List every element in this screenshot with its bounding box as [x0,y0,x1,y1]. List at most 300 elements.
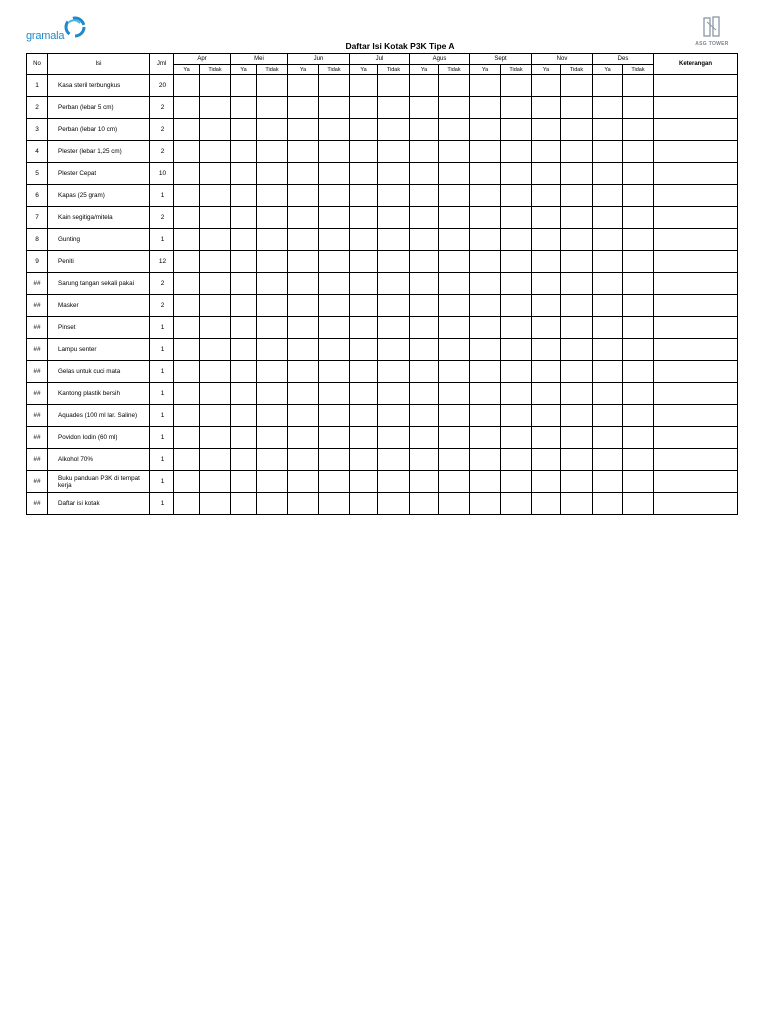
check-cell-tidak[interactable] [561,185,593,207]
check-cell-ya[interactable] [410,339,439,361]
check-cell-tidak[interactable] [319,295,350,317]
check-cell-ya[interactable] [288,405,319,427]
check-cell-tidak[interactable] [439,427,470,449]
check-cell-tidak[interactable] [378,207,410,229]
check-cell-tidak[interactable] [257,405,288,427]
check-cell-tidak[interactable] [439,75,470,97]
check-cell-tidak[interactable] [501,229,532,251]
check-cell-tidak[interactable] [623,273,654,295]
check-cell-tidak[interactable] [319,97,350,119]
check-cell-ya[interactable] [350,119,378,141]
check-cell-tidak[interactable] [257,471,288,493]
check-cell-tidak[interactable] [319,449,350,471]
check-cell-tidak[interactable] [561,471,593,493]
check-cell-ya[interactable] [593,295,623,317]
check-cell-ya[interactable] [593,97,623,119]
check-cell-ya[interactable] [410,141,439,163]
check-cell-tidak[interactable] [501,141,532,163]
check-cell-tidak[interactable] [623,207,654,229]
keterangan-cell[interactable] [654,75,738,97]
keterangan-cell[interactable] [654,163,738,185]
check-cell-ya[interactable] [288,339,319,361]
check-cell-ya[interactable] [231,317,257,339]
keterangan-cell[interactable] [654,185,738,207]
check-cell-ya[interactable] [350,185,378,207]
check-cell-tidak[interactable] [501,361,532,383]
check-cell-tidak[interactable] [200,383,231,405]
keterangan-cell[interactable] [654,295,738,317]
check-cell-ya[interactable] [231,471,257,493]
check-cell-ya[interactable] [174,405,200,427]
check-cell-ya[interactable] [231,75,257,97]
check-cell-tidak[interactable] [623,295,654,317]
check-cell-ya[interactable] [410,119,439,141]
check-cell-ya[interactable] [350,97,378,119]
check-cell-ya[interactable] [231,383,257,405]
check-cell-tidak[interactable] [501,119,532,141]
check-cell-ya[interactable] [231,119,257,141]
check-cell-ya[interactable] [288,361,319,383]
check-cell-ya[interactable] [350,141,378,163]
check-cell-ya[interactable] [470,141,501,163]
check-cell-tidak[interactable] [319,229,350,251]
check-cell-tidak[interactable] [439,185,470,207]
check-cell-ya[interactable] [288,449,319,471]
check-cell-ya[interactable] [532,427,561,449]
check-cell-tidak[interactable] [257,97,288,119]
check-cell-tidak[interactable] [561,317,593,339]
keterangan-cell[interactable] [654,449,738,471]
check-cell-ya[interactable] [593,449,623,471]
check-cell-tidak[interactable] [378,119,410,141]
check-cell-tidak[interactable] [319,75,350,97]
check-cell-ya[interactable] [593,361,623,383]
check-cell-tidak[interactable] [200,317,231,339]
keterangan-cell[interactable] [654,493,738,515]
check-cell-ya[interactable] [350,471,378,493]
check-cell-ya[interactable] [532,75,561,97]
check-cell-ya[interactable] [350,493,378,515]
check-cell-ya[interactable] [350,273,378,295]
check-cell-ya[interactable] [174,251,200,273]
check-cell-ya[interactable] [231,295,257,317]
check-cell-tidak[interactable] [319,119,350,141]
check-cell-tidak[interactable] [200,361,231,383]
check-cell-tidak[interactable] [257,229,288,251]
check-cell-tidak[interactable] [561,339,593,361]
check-cell-tidak[interactable] [200,405,231,427]
check-cell-ya[interactable] [231,229,257,251]
check-cell-tidak[interactable] [439,119,470,141]
keterangan-cell[interactable] [654,229,738,251]
check-cell-tidak[interactable] [561,141,593,163]
check-cell-ya[interactable] [174,273,200,295]
check-cell-ya[interactable] [288,383,319,405]
check-cell-tidak[interactable] [319,427,350,449]
check-cell-tidak[interactable] [257,163,288,185]
check-cell-ya[interactable] [593,405,623,427]
check-cell-ya[interactable] [470,295,501,317]
check-cell-ya[interactable] [470,229,501,251]
check-cell-tidak[interactable] [561,383,593,405]
check-cell-tidak[interactable] [623,75,654,97]
check-cell-ya[interactable] [470,75,501,97]
check-cell-tidak[interactable] [561,273,593,295]
check-cell-ya[interactable] [350,229,378,251]
check-cell-tidak[interactable] [200,471,231,493]
check-cell-tidak[interactable] [319,383,350,405]
check-cell-tidak[interactable] [439,273,470,295]
keterangan-cell[interactable] [654,317,738,339]
check-cell-ya[interactable] [593,427,623,449]
check-cell-tidak[interactable] [200,141,231,163]
check-cell-ya[interactable] [410,273,439,295]
keterangan-cell[interactable] [654,383,738,405]
check-cell-ya[interactable] [593,229,623,251]
check-cell-ya[interactable] [350,163,378,185]
check-cell-tidak[interactable] [623,405,654,427]
check-cell-tidak[interactable] [439,317,470,339]
check-cell-ya[interactable] [470,207,501,229]
check-cell-ya[interactable] [532,97,561,119]
check-cell-ya[interactable] [350,405,378,427]
check-cell-tidak[interactable] [439,229,470,251]
check-cell-ya[interactable] [288,119,319,141]
check-cell-ya[interactable] [532,207,561,229]
check-cell-tidak[interactable] [623,383,654,405]
check-cell-tidak[interactable] [200,273,231,295]
check-cell-ya[interactable] [410,185,439,207]
keterangan-cell[interactable] [654,405,738,427]
check-cell-tidak[interactable] [501,295,532,317]
check-cell-ya[interactable] [532,493,561,515]
check-cell-ya[interactable] [532,295,561,317]
check-cell-tidak[interactable] [561,427,593,449]
check-cell-tidak[interactable] [623,185,654,207]
check-cell-ya[interactable] [410,163,439,185]
check-cell-tidak[interactable] [378,317,410,339]
check-cell-ya[interactable] [410,317,439,339]
check-cell-tidak[interactable] [319,339,350,361]
check-cell-ya[interactable] [231,493,257,515]
check-cell-tidak[interactable] [257,273,288,295]
check-cell-tidak[interactable] [257,449,288,471]
check-cell-tidak[interactable] [501,493,532,515]
check-cell-ya[interactable] [350,75,378,97]
check-cell-ya[interactable] [532,185,561,207]
check-cell-tidak[interactable] [257,141,288,163]
check-cell-tidak[interactable] [439,383,470,405]
check-cell-ya[interactable] [410,75,439,97]
check-cell-ya[interactable] [288,185,319,207]
check-cell-tidak[interactable] [439,471,470,493]
check-cell-tidak[interactable] [439,295,470,317]
check-cell-ya[interactable] [288,493,319,515]
check-cell-tidak[interactable] [378,141,410,163]
check-cell-tidak[interactable] [378,471,410,493]
check-cell-ya[interactable] [174,339,200,361]
check-cell-ya[interactable] [174,361,200,383]
check-cell-tidak[interactable] [200,119,231,141]
check-cell-ya[interactable] [288,163,319,185]
check-cell-tidak[interactable] [501,317,532,339]
check-cell-ya[interactable] [470,339,501,361]
check-cell-tidak[interactable] [378,339,410,361]
check-cell-tidak[interactable] [319,471,350,493]
check-cell-ya[interactable] [470,97,501,119]
check-cell-ya[interactable] [470,163,501,185]
check-cell-tidak[interactable] [257,251,288,273]
check-cell-ya[interactable] [532,273,561,295]
check-cell-tidak[interactable] [561,449,593,471]
check-cell-tidak[interactable] [200,449,231,471]
check-cell-ya[interactable] [174,119,200,141]
check-cell-ya[interactable] [410,251,439,273]
check-cell-tidak[interactable] [319,317,350,339]
check-cell-ya[interactable] [470,317,501,339]
check-cell-tidak[interactable] [501,163,532,185]
check-cell-tidak[interactable] [561,163,593,185]
check-cell-ya[interactable] [410,493,439,515]
check-cell-ya[interactable] [410,295,439,317]
check-cell-ya[interactable] [231,163,257,185]
check-cell-ya[interactable] [288,427,319,449]
check-cell-ya[interactable] [288,75,319,97]
check-cell-tidak[interactable] [200,75,231,97]
check-cell-tidak[interactable] [623,471,654,493]
check-cell-ya[interactable] [174,75,200,97]
check-cell-ya[interactable] [231,449,257,471]
check-cell-ya[interactable] [593,471,623,493]
check-cell-tidak[interactable] [561,229,593,251]
check-cell-ya[interactable] [593,493,623,515]
check-cell-tidak[interactable] [623,229,654,251]
check-cell-tidak[interactable] [623,119,654,141]
check-cell-ya[interactable] [532,163,561,185]
check-cell-tidak[interactable] [501,273,532,295]
check-cell-tidak[interactable] [378,97,410,119]
check-cell-tidak[interactable] [439,251,470,273]
check-cell-tidak[interactable] [200,97,231,119]
check-cell-tidak[interactable] [439,405,470,427]
check-cell-ya[interactable] [593,185,623,207]
check-cell-tidak[interactable] [561,207,593,229]
check-cell-tidak[interactable] [623,251,654,273]
check-cell-tidak[interactable] [257,317,288,339]
check-cell-ya[interactable] [470,119,501,141]
keterangan-cell[interactable] [654,251,738,273]
keterangan-cell[interactable] [654,119,738,141]
check-cell-tidak[interactable] [378,383,410,405]
check-cell-ya[interactable] [470,185,501,207]
check-cell-ya[interactable] [288,273,319,295]
check-cell-ya[interactable] [174,427,200,449]
keterangan-cell[interactable] [654,427,738,449]
check-cell-tidak[interactable] [319,405,350,427]
check-cell-tidak[interactable] [378,295,410,317]
check-cell-ya[interactable] [593,317,623,339]
check-cell-tidak[interactable] [501,97,532,119]
check-cell-ya[interactable] [231,405,257,427]
check-cell-tidak[interactable] [623,427,654,449]
check-cell-ya[interactable] [532,471,561,493]
check-cell-tidak[interactable] [439,361,470,383]
check-cell-ya[interactable] [532,141,561,163]
check-cell-ya[interactable] [350,427,378,449]
check-cell-ya[interactable] [532,251,561,273]
check-cell-ya[interactable] [593,75,623,97]
check-cell-tidak[interactable] [257,383,288,405]
check-cell-tidak[interactable] [378,449,410,471]
check-cell-tidak[interactable] [257,427,288,449]
check-cell-tidak[interactable] [257,339,288,361]
check-cell-tidak[interactable] [200,229,231,251]
check-cell-tidak[interactable] [561,119,593,141]
check-cell-tidak[interactable] [501,427,532,449]
check-cell-ya[interactable] [231,207,257,229]
check-cell-tidak[interactable] [257,75,288,97]
check-cell-ya[interactable] [410,229,439,251]
check-cell-ya[interactable] [174,229,200,251]
keterangan-cell[interactable] [654,141,738,163]
check-cell-tidak[interactable] [561,295,593,317]
check-cell-ya[interactable] [350,251,378,273]
check-cell-ya[interactable] [231,185,257,207]
check-cell-ya[interactable] [288,229,319,251]
check-cell-ya[interactable] [288,141,319,163]
check-cell-tidak[interactable] [319,207,350,229]
check-cell-tidak[interactable] [439,141,470,163]
check-cell-ya[interactable] [288,295,319,317]
check-cell-ya[interactable] [470,405,501,427]
check-cell-ya[interactable] [470,383,501,405]
check-cell-tidak[interactable] [378,493,410,515]
check-cell-tidak[interactable] [623,97,654,119]
check-cell-ya[interactable] [231,141,257,163]
check-cell-tidak[interactable] [439,493,470,515]
check-cell-tidak[interactable] [623,141,654,163]
check-cell-tidak[interactable] [200,163,231,185]
check-cell-ya[interactable] [532,361,561,383]
check-cell-tidak[interactable] [439,163,470,185]
check-cell-tidak[interactable] [501,383,532,405]
check-cell-tidak[interactable] [200,493,231,515]
check-cell-tidak[interactable] [623,361,654,383]
check-cell-ya[interactable] [350,295,378,317]
check-cell-ya[interactable] [593,273,623,295]
check-cell-tidak[interactable] [439,449,470,471]
keterangan-cell[interactable] [654,273,738,295]
check-cell-ya[interactable] [350,449,378,471]
check-cell-ya[interactable] [174,317,200,339]
check-cell-ya[interactable] [410,471,439,493]
check-cell-ya[interactable] [593,163,623,185]
check-cell-ya[interactable] [350,317,378,339]
check-cell-tidak[interactable] [200,251,231,273]
check-cell-ya[interactable] [470,361,501,383]
check-cell-ya[interactable] [410,361,439,383]
check-cell-tidak[interactable] [501,405,532,427]
check-cell-tidak[interactable] [319,493,350,515]
check-cell-ya[interactable] [410,97,439,119]
check-cell-ya[interactable] [350,207,378,229]
check-cell-ya[interactable] [174,493,200,515]
check-cell-ya[interactable] [470,427,501,449]
check-cell-tidak[interactable] [378,361,410,383]
check-cell-ya[interactable] [350,339,378,361]
check-cell-ya[interactable] [593,141,623,163]
keterangan-cell[interactable] [654,207,738,229]
check-cell-tidak[interactable] [623,449,654,471]
check-cell-ya[interactable] [470,471,501,493]
check-cell-ya[interactable] [593,207,623,229]
check-cell-tidak[interactable] [501,75,532,97]
check-cell-tidak[interactable] [319,163,350,185]
check-cell-ya[interactable] [532,405,561,427]
check-cell-ya[interactable] [231,251,257,273]
check-cell-ya[interactable] [288,251,319,273]
check-cell-tidak[interactable] [501,185,532,207]
check-cell-ya[interactable] [174,449,200,471]
check-cell-ya[interactable] [350,361,378,383]
check-cell-tidak[interactable] [623,339,654,361]
check-cell-tidak[interactable] [623,493,654,515]
check-cell-tidak[interactable] [319,251,350,273]
check-cell-ya[interactable] [174,97,200,119]
check-cell-ya[interactable] [410,449,439,471]
check-cell-ya[interactable] [174,295,200,317]
check-cell-ya[interactable] [593,339,623,361]
check-cell-ya[interactable] [410,405,439,427]
check-cell-tidak[interactable] [200,427,231,449]
check-cell-ya[interactable] [288,471,319,493]
check-cell-ya[interactable] [288,97,319,119]
check-cell-tidak[interactable] [257,361,288,383]
check-cell-ya[interactable] [350,383,378,405]
check-cell-tidak[interactable] [378,163,410,185]
check-cell-tidak[interactable] [623,163,654,185]
check-cell-tidak[interactable] [257,295,288,317]
check-cell-tidak[interactable] [257,119,288,141]
check-cell-tidak[interactable] [501,207,532,229]
check-cell-tidak[interactable] [319,141,350,163]
check-cell-tidak[interactable] [378,75,410,97]
check-cell-ya[interactable] [231,361,257,383]
check-cell-tidak[interactable] [378,251,410,273]
check-cell-tidak[interactable] [501,471,532,493]
check-cell-tidak[interactable] [200,295,231,317]
check-cell-ya[interactable] [174,163,200,185]
check-cell-tidak[interactable] [439,339,470,361]
check-cell-tidak[interactable] [200,185,231,207]
check-cell-ya[interactable] [231,427,257,449]
check-cell-tidak[interactable] [561,493,593,515]
check-cell-ya[interactable] [532,119,561,141]
check-cell-tidak[interactable] [378,427,410,449]
check-cell-ya[interactable] [593,119,623,141]
keterangan-cell[interactable] [654,361,738,383]
check-cell-tidak[interactable] [257,185,288,207]
check-cell-tidak[interactable] [439,207,470,229]
check-cell-ya[interactable] [410,207,439,229]
check-cell-ya[interactable] [532,317,561,339]
check-cell-ya[interactable] [174,207,200,229]
check-cell-tidak[interactable] [319,361,350,383]
check-cell-tidak[interactable] [319,273,350,295]
check-cell-tidak[interactable] [561,405,593,427]
check-cell-tidak[interactable] [501,449,532,471]
check-cell-tidak[interactable] [623,317,654,339]
